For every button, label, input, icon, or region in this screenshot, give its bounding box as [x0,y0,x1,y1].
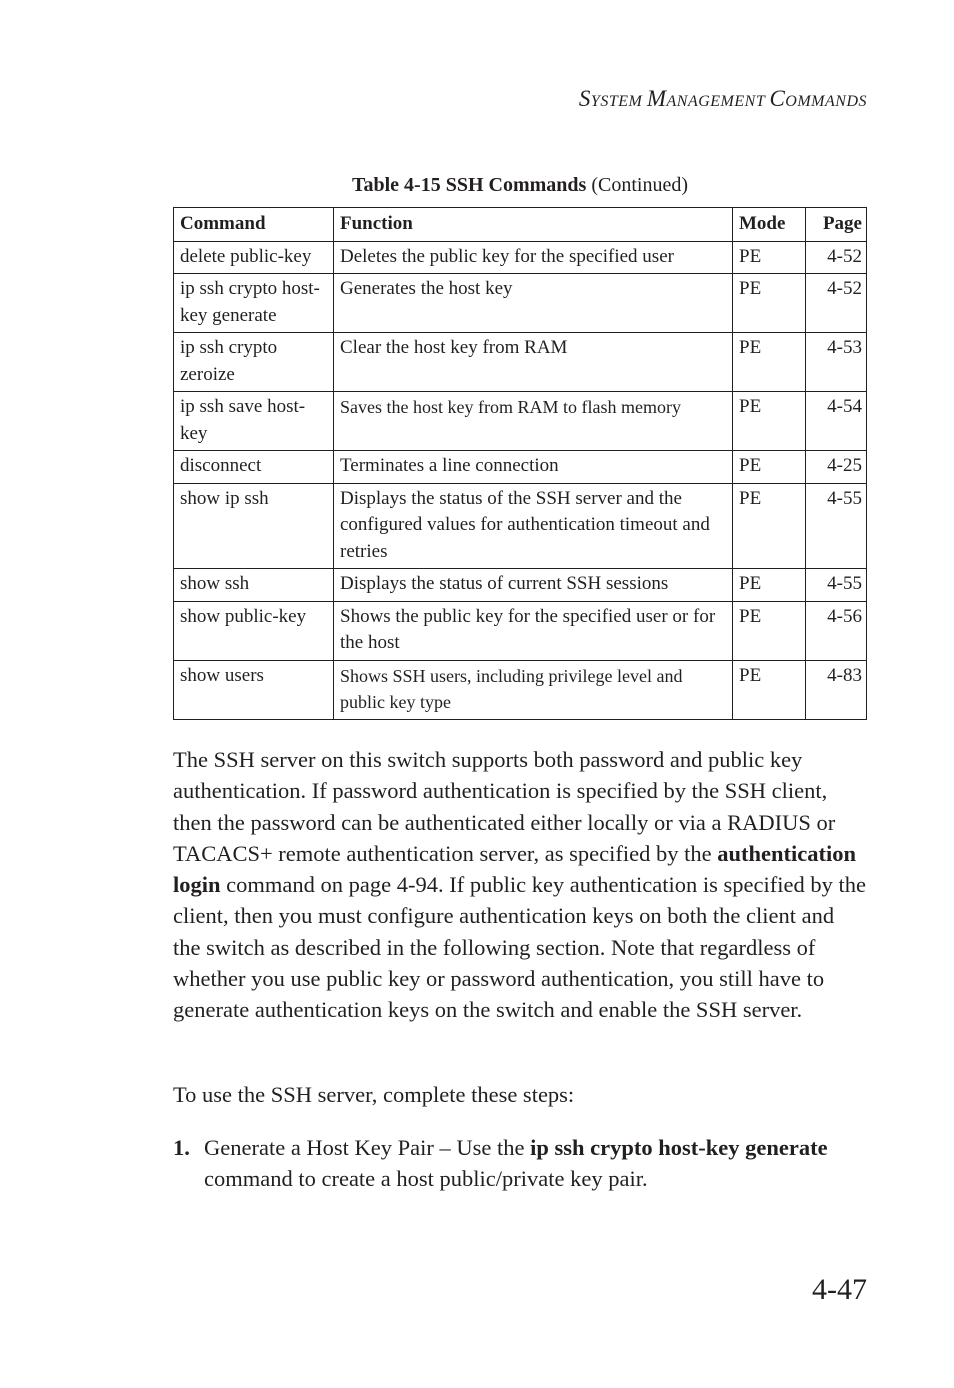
cell-command: show users [174,660,334,719]
cell-command: ip ssh save host-key [174,392,334,451]
cell-page: 4-83 [806,660,867,719]
table-row [174,451,867,484]
cell-function: Clear the host key from RAM [334,333,733,392]
cell-mode: PE [733,569,806,602]
body-paragraph-authentication: The SSH server on this switch supports both password and public key authentication. If password authentication is specified by the SSH client, then the password can be authenticated either locally or via a RADIUS or TACACS+ remote authentication server, as specified by the authentication login command on page 4-94. If public key authentication is specified by the client, then you must configure authentication keys on both the client and the switch as described in the following section. Note that regardless of whether you use public key or password authentication, you still have to generate authentication keys on the switch and enable the SSH server. [173,747,866,1023]
cell-command: disconnect [174,451,334,484]
table-row [174,333,867,392]
table-row [174,241,867,274]
cell-mode: PE [733,660,806,719]
cell-function: Shows SSH users, including privilege level and public key type [334,660,733,719]
cell-page: 4-53 [806,333,867,392]
cell-page: 4-54 [806,392,867,451]
table-row [174,569,867,602]
cell-command: show ip ssh [174,483,334,569]
table-row [174,392,867,451]
step-list-item [173,1132,867,1195]
cell-mode: PE [733,333,806,392]
page-number: 4-47 [812,1273,867,1306]
cell-function: Saves the host key from RAM to flash memory [334,392,733,451]
table-row [174,601,867,660]
cell-page: 4-52 [806,241,867,274]
cell-command: ip ssh crypto host-key generate [174,274,334,333]
cell-function: Shows the public key for the specified user or for the host [334,601,733,660]
table-header-row [174,208,867,242]
cell-mode: PE [733,601,806,660]
column-header-page: Page [806,208,867,242]
cell-command: delete public-key [174,241,334,274]
table-caption [173,174,867,197]
column-header-function: Function [334,208,733,242]
cell-page: 4-25 [806,451,867,484]
cell-mode: PE [733,483,806,569]
cell-command: show ssh [174,569,334,602]
cell-command: show public-key [174,601,334,660]
table-row [174,274,867,333]
cell-page: 4-56 [806,601,867,660]
cell-function: Displays the status of current SSH sessions [334,569,733,602]
cell-mode: PE [733,241,806,274]
cell-mode: PE [733,274,806,333]
cell-command: ip ssh crypto zeroize [174,333,334,392]
cell-mode: PE [733,451,806,484]
cell-function: Generates the host key [334,274,733,333]
command-reference-authentication-login: authentication login [173,840,856,898]
running-header: SYSTEM MANAGEMENT COMMANDS [578,86,867,111]
table-row [174,660,867,719]
cell-page: 4-55 [806,483,867,569]
ssh-commands-table [173,207,867,720]
cell-page: 4-52 [806,274,867,333]
step-number: 1. [173,1135,190,1160]
column-header-mode: Mode [733,208,806,242]
cell-mode: PE [733,392,806,451]
cell-function: Deletes the public key for the specified user [334,241,733,274]
cell-page: 4-55 [806,569,867,602]
command-reference-host-key-generate: ip ssh crypto host-key generate [530,1135,828,1160]
cell-function: Terminates a line connection [334,451,733,484]
table-row [174,483,867,569]
step-text: Generate a Host Key Pair – Use the ip ssh crypto host-key generate command to create a host public/private key pair. [204,1135,828,1192]
table-caption-suffix: (Continued) [586,174,688,196]
column-header-command: Command [174,208,334,242]
body-paragraph-steps-intro: To use the SSH server, complete these steps: [173,1082,575,1107]
table-caption-label: Table 4-15 SSH Commands [352,174,587,196]
cell-function: Displays the status of the SSH server and the configured values for authentication timeout and retries [334,483,733,569]
